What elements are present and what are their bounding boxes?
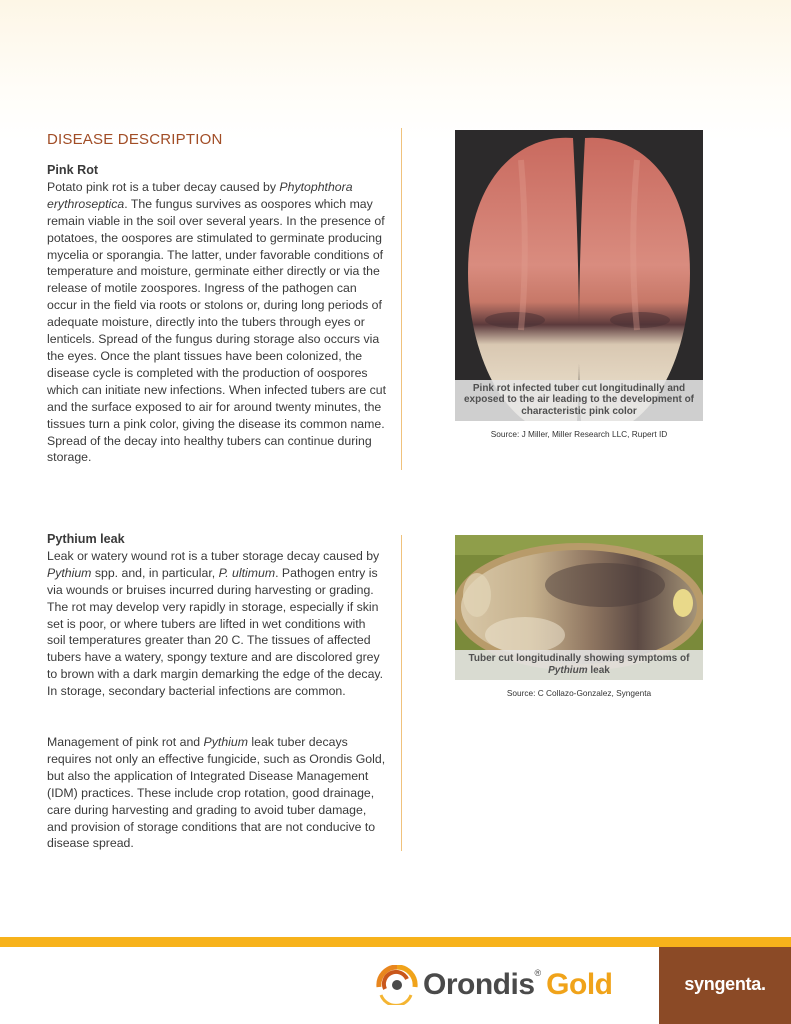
sunburst-icon: [376, 965, 418, 1005]
company-logo-text: syngenta.: [684, 974, 766, 994]
management-section: [47, 734, 387, 852]
pink-rot-caption: Pink rot infected tuber cut longitudinally and exposed to the air leading to the development of characteristic pink color: [455, 380, 703, 422]
product-name: Orondis: [423, 968, 535, 1001]
footer-accent-bar: [0, 937, 791, 947]
pythium-source: Source: C Collazo-Gonzalez, Syngenta: [506, 688, 652, 698]
product-suffix: Gold: [546, 968, 613, 1001]
pythium-caption: Tuber cut longitudinally showing symptoms of Pythium leak: [455, 650, 703, 680]
orondis-gold-logo: [376, 965, 612, 1005]
pink-rot-figure: [455, 130, 703, 439]
pink-rot-heading: Pink Rot: [47, 163, 99, 177]
pythium-section: [47, 531, 387, 700]
pink-rot-source: Source: J Miller, Miller Research LLC, Rupert ID: [490, 429, 668, 439]
footer: [0, 947, 791, 1024]
registered-mark: ®: [534, 968, 542, 978]
management-body: Management of pink rot and Pythium leak tuber decays requires not only an effective fungicide, such as Orondis Gold, but also the application of Integrated Disease Management (IDM) practices. These include crop rotation, good drainage, care during harvesting and grading to avoid tuber damage, and provision of storage conditions that are not conducive to disease spread.: [47, 735, 386, 851]
pink-rot-body: Potato pink rot is a tuber decay caused by Phytophthora erythroseptica. The fungus survives as oospores which may remain viable in the soil over several years. In the presence of potatoes, the oospores are stimulated to germinate producing mycelia or sporangia. The latter, under favorable conditions of temperature and moisture, germinate either directly or via the release of motile zoospores. Ingress of the pathogen can occur in the field via roots or stolons or, during long periods of adequate moisture, directly into the tubers through eyes or lenticels. Spread of the fungus during storage also occurs via the eyes. Once the plant tissues have been colonized, the disease cycle is completed with the production of oospores which can initiate new infections. When infected tubers are cut and the surface exposed to air for around twenty minutes, the tissues turn a pink color, giving the disease its common name. Spread of the decay into healthy tubers can continue during storage.: [47, 179, 387, 465]
pythium-heading: Pythium leak: [47, 532, 125, 546]
section-title: DISEASE DESCRIPTION: [47, 131, 223, 148]
pythium-figure: [455, 535, 703, 698]
divider-line: [401, 535, 402, 851]
pythium-body: Leak or watery wound rot is a tuber storage decay caused by Pythium spp. and, in particular, P. ultimum. Pathogen entry is via wounds or bruises incurred during harvesting or grading. The rot may develop very rapidly in storage, especially if skin set is poor, or where tubers are lifted in wet conditions with soil temperatures greater than 20 C. The tissues of affected tubers have a watery, spongy texture and are discolored grey to brown with a dark margin demarking the edge of the decay. In storage, secondary bacterial infections are common.: [47, 548, 384, 699]
pink-rot-photo: [455, 130, 703, 421]
divider-line: [401, 128, 402, 470]
pythium-photo: [455, 535, 703, 680]
syngenta-brand-box: [659, 947, 791, 1024]
pink-rot-section: [47, 162, 387, 466]
